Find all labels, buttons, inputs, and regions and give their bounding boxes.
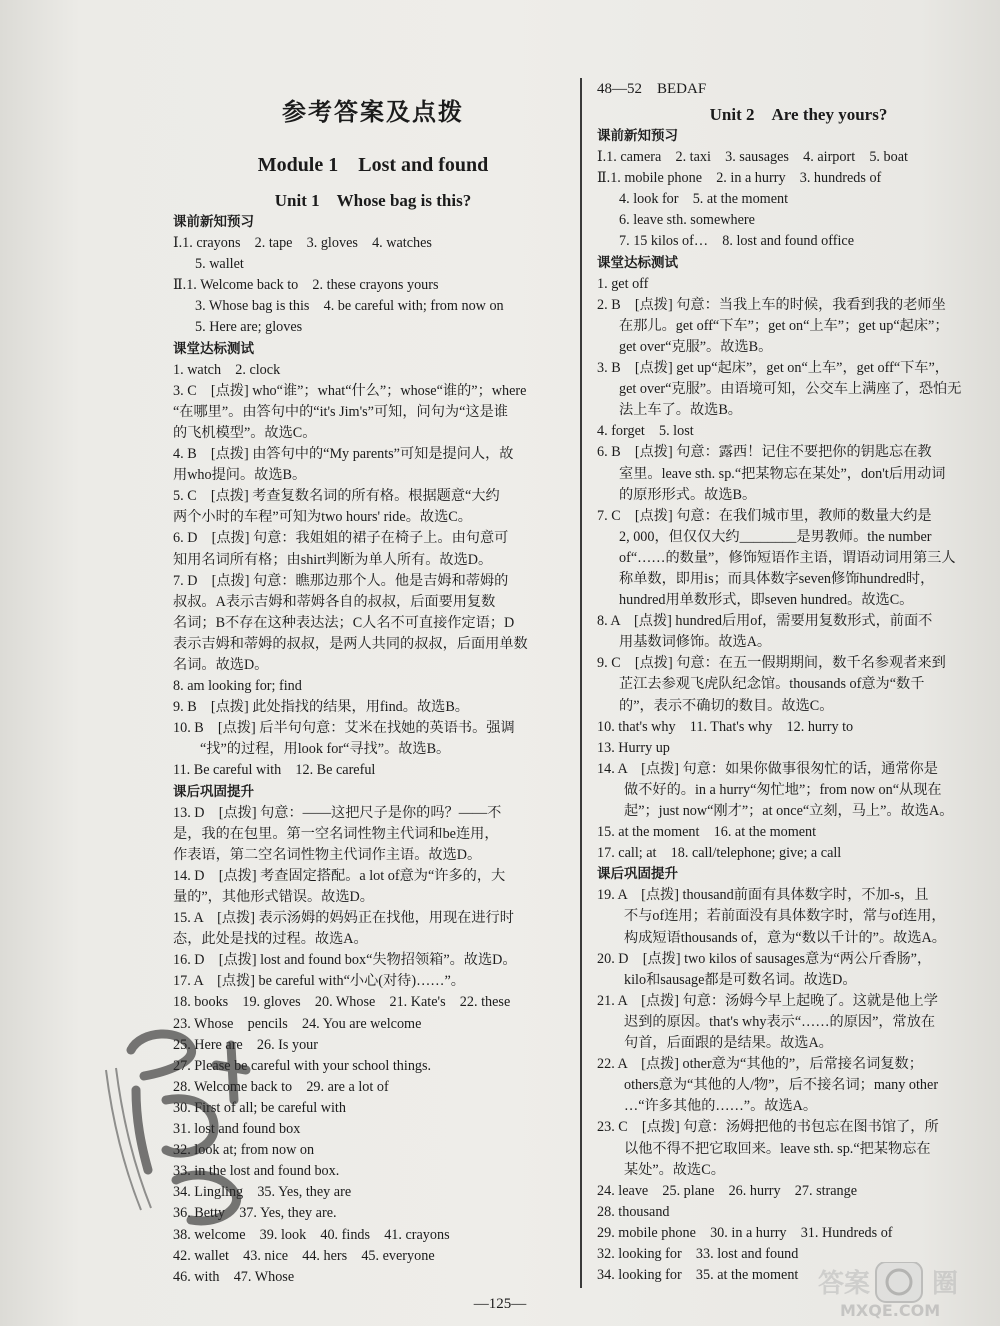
section-heading: 课前新知预习 bbox=[597, 128, 678, 144]
right-answer-line: 法上车了。故选B。 bbox=[619, 402, 742, 419]
right-answer-line: 17. call; at 18. call/telephone; give; a call bbox=[597, 845, 842, 862]
left-answer-line: 1. watch 2. clock bbox=[173, 361, 281, 378]
left-answer-line: 23. Whose pencils 24. You are welcome bbox=[173, 1015, 422, 1032]
left-answer-line: 作表语，第二空名词性物主代词作主语。故选D。 bbox=[173, 846, 482, 863]
right-answer-line: 28. thousand bbox=[597, 1203, 670, 1220]
left-answer-line: 5. C [点拨] 考查复数名词的所有格。根据题意“大约 bbox=[173, 488, 500, 505]
left-answer-line: 7. D [点拨] 句意：瞧那边那个人。他是吉姆和蒂姆的 bbox=[173, 572, 509, 589]
right-answer-line: 起”；just now“刚才”；at once“立刻，马上”。故选A。 bbox=[624, 803, 954, 819]
left-answer-line: 用who提问。故选B。 bbox=[173, 467, 307, 484]
right-answer-line: 1. get off bbox=[597, 275, 649, 292]
left-answer-line: 表示吉姆和蒂姆的叔叔，是两人共同的叔叔，后面用单数 bbox=[173, 635, 528, 652]
right-answer-line: 2, 000，但仅仅大约________是男教师。the number bbox=[619, 528, 932, 545]
left-answer-line: 8. am looking for; find bbox=[173, 678, 302, 695]
left-answer-line: 11. Be careful with 12. Be careful bbox=[173, 762, 376, 779]
left-answer-line: 叔叔。A表示吉姆和蒂姆各自的叔叔，后面要用复数 bbox=[173, 593, 496, 610]
continued-answers: 48—52 BEDAF bbox=[597, 81, 707, 97]
left-answer-line: 10. B [点拨] 后半句句意：艾米在找她的英语书。强调 bbox=[173, 720, 515, 737]
left-answer-line: “在哪里”。由答句中的“it's Jim's”可知，问句为“这是谁 bbox=[173, 403, 508, 420]
left-answer-line: 36. Betty 37. Yes, they are. bbox=[173, 1205, 337, 1222]
svg-text:答案: 答案 bbox=[818, 1269, 871, 1299]
left-answer-line: 5. Here are; gloves bbox=[195, 319, 303, 336]
left-answer-line: 是，我的在包里。第一空名词性物主代词和be连用， bbox=[173, 825, 499, 842]
right-answer-line: 构成短语thousands of，意为“数以千计的”。故选A。 bbox=[624, 929, 946, 946]
right-answer-line: 以他不得不把它取回来。leave sth. sp.“把某物忘在 bbox=[624, 1140, 931, 1157]
left-answer-line: 31. lost and found box bbox=[173, 1121, 301, 1138]
left-answer-line: 30. First of all; be careful with bbox=[173, 1099, 346, 1116]
unit-1-title: Unit 1 Whose bag is this? bbox=[274, 191, 472, 210]
right-answer-line: get over“克服”。故选B。 bbox=[619, 338, 773, 355]
right-answer-line: 的原形形式。故选B。 bbox=[619, 486, 757, 503]
column-divider bbox=[580, 78, 582, 1288]
right-answer-line: 7. C [点拨] 句意：在我们城市里，教师的数量大约是 bbox=[597, 507, 932, 524]
right-answer-line: 9. C [点拨] 句意：在五一假期期间，数千名参观者来到 bbox=[597, 655, 946, 672]
left-answer-line: 5. wallet bbox=[195, 256, 244, 273]
right-answer-line: …“许多其他的……”。故选A。 bbox=[624, 1098, 818, 1115]
right-answer-line: of“……的数量”，修饰短语作主语，谓语动词用第三人 bbox=[619, 549, 956, 566]
right-answer-line: 34. looking for 35. at the moment bbox=[597, 1267, 799, 1284]
right-answer-line: 的”，表示不确切的数目。故选C。 bbox=[619, 697, 834, 714]
section-heading: 课后巩固提升 bbox=[173, 783, 254, 800]
left-answer-line: 4. B [点拨] 由答句中的“My parents”可知是提问人，故 bbox=[173, 446, 514, 463]
right-answer-line: 4. look for 5. at the moment bbox=[619, 191, 789, 208]
right-answer-line: 7. 15 kilos of… 8. lost and found office bbox=[619, 233, 854, 250]
left-answer-line: 17. A [点拨] be careful with“小心(对待)……”。 bbox=[173, 973, 465, 990]
left-answer-line: 的飞机模型”。故选C。 bbox=[173, 424, 317, 441]
right-answer-line: kilo和sausage都是可数名词。故选D。 bbox=[624, 971, 857, 988]
right-answer-line: 24. leave 25. plane 26. hurry 27. strange bbox=[597, 1182, 858, 1199]
right-answer-line: 10. that's why 11. That's why 12. hurry to bbox=[597, 718, 854, 735]
unit-2-title: Unit 2 Are they yours? bbox=[709, 105, 888, 124]
right-answer-line: others意为“其他的人/物”，后不接名词；many other bbox=[624, 1077, 939, 1094]
right-answer-line: 13. Hurry up bbox=[597, 739, 670, 756]
right-answer-line: 称单数，即用is；而具体数字seven修饰hundred时， bbox=[619, 570, 935, 587]
left-answer-line: 13. D [点拨] 句意：——这把尺子是你的吗？——不 bbox=[173, 804, 502, 821]
left-answer-line: 33. in the lost and found box. bbox=[173, 1163, 340, 1180]
right-answer-line: 23. C [点拨] 句意：汤姆把他的书包忘在图书馆了，所 bbox=[597, 1119, 939, 1136]
right-answer-line: 2. B [点拨] 句意：当我上车的时候，我看到我的老师坐 bbox=[597, 296, 946, 313]
right-answer-line: 14. A [点拨] 句意：如果你做事很匆忙的话，通常你是 bbox=[597, 760, 938, 777]
right-answer-line: 做不好的。in a hurry“匆忙地”；from now on“从现在 bbox=[624, 781, 942, 798]
right-answer-line: 用基数词修饰。故选A。 bbox=[619, 634, 772, 651]
right-answer-lines bbox=[597, 126, 1000, 1286]
left-answer-line: 16. D [点拨] lost and found box“失物招领箱”。故选D。 bbox=[173, 952, 517, 969]
right-answer-line: 15. at the moment 16. at the moment bbox=[597, 824, 817, 841]
left-answer-line: 14. D [点拨] 考查固定搭配。a lot of意为“许多的，大 bbox=[173, 867, 506, 884]
page-title: 参考答案及点拨 bbox=[282, 97, 464, 126]
right-answer-line: Ⅰ.1. camera 2. taxi 3. sausages 4. airport 5. boat bbox=[597, 149, 908, 166]
left-answer-line: 量的”，其他形式错误。故选D。 bbox=[173, 889, 374, 905]
left-answer-line: 42. wallet 43. nice 44. hers 45. everyone bbox=[173, 1247, 435, 1264]
left-answer-line: 27. Please be careful with your school things. bbox=[173, 1057, 432, 1074]
section-heading: 课堂达标测试 bbox=[173, 340, 254, 357]
right-answer-line: 20. D [点拨] two kilos of sausages意为“两公斤香肠”， bbox=[597, 950, 932, 967]
section-heading: 课后巩固提升 bbox=[597, 866, 678, 883]
left-answer-line: 9. B [点拨] 此处指找的结果，用find。故选B。 bbox=[173, 699, 469, 716]
left-answer-line: 18. books 19. gloves 20. Whose 21. Kate's 22. these bbox=[173, 994, 511, 1011]
left-answer-line: 25. Here are 26. Is your bbox=[173, 1036, 318, 1053]
right-answer-line: 21. A [点拨] 句意：汤姆今早上起晚了。这就是他上学 bbox=[597, 992, 938, 1009]
left-answer-line: 态，此处是找的过程。故选A。 bbox=[173, 931, 368, 948]
left-answer-line: 46. with 47. Whose bbox=[173, 1268, 295, 1285]
right-answer-line: 不与of连用；若前面没有具体数字时，常与of连用， bbox=[624, 908, 946, 925]
right-answer-line: 芷江去参观飞虎队纪念馆。thousands of意为“数千 bbox=[619, 676, 925, 693]
left-answer-line: Ⅰ.1. crayons 2. tape 3. gloves 4. watches bbox=[173, 235, 432, 252]
right-answer-line: 6. leave sth. somewhere bbox=[619, 212, 755, 229]
left-answer-line: 两个小时的车程”可知为two hours' ride。故选C。 bbox=[173, 509, 472, 526]
left-answer-line: 6. D [点拨] 句意：我姐姐的裙子在椅子上。由句意可 bbox=[173, 530, 509, 547]
right-answer-line: 8. A [点拨] hundred后用of，需要用复数形式，前面不 bbox=[597, 613, 933, 630]
section-heading: 课堂达标测试 bbox=[597, 254, 678, 271]
right-answer-line: hundred用单数形式，即seven hundred。故选C。 bbox=[619, 592, 914, 609]
page-number: —125— bbox=[473, 1296, 527, 1312]
right-answer-line: 4. forget 5. lost bbox=[597, 423, 694, 440]
handwritten-stamp bbox=[96, 1010, 276, 1240]
left-answer-line: 3. C [点拨] who“谁”；what“什么”；whose“谁的”；where bbox=[173, 382, 527, 399]
left-answer-line: “找”的过程，用look for“寻找”。故选B。 bbox=[200, 741, 451, 758]
svg-text:MXQE.COM: MXQE.COM bbox=[840, 1301, 941, 1320]
right-answer-line: 29. mobile phone 30. in a hurry 31. Hundreds of bbox=[597, 1224, 893, 1241]
right-answer-line: 句首，后面跟的是结果。故选A。 bbox=[624, 1035, 833, 1052]
right-answer-line: 3. B [点拨] get up“起床”，get on“上车”，get off“下车”， bbox=[597, 360, 949, 377]
right-answer-line: 迟到的原因。that's why表示“……的原因”，常放在 bbox=[624, 1013, 936, 1030]
right-answer-line: get over“克服”。由语境可知，公交车上满座了，恐怕无 bbox=[619, 381, 962, 398]
left-answer-line: 38. welcome 39. look 40. finds 41. crayons bbox=[173, 1226, 450, 1243]
right-answer-line: 19. A [点拨] thousand前面有具体数字时，不加-s，且 bbox=[597, 887, 929, 904]
right-answer-line: 在那儿。get off“下车”；get on“上车”；get up“起床”； bbox=[619, 317, 949, 334]
left-answer-line: 28. Welcome back to 29. are a lot of bbox=[173, 1078, 389, 1095]
left-answer-line: 34. Lingling 35. Yes, they are bbox=[173, 1184, 352, 1201]
left-answer-line: 知用名词所有格；由shirt判断为单人所有。故选D。 bbox=[173, 551, 493, 568]
right-answer-line: Ⅱ.1. mobile phone 2. in a hurry 3. hundreds of bbox=[597, 170, 882, 187]
right-answer-line: 22. A [点拨] other意为“其他的”，后常接名词复数； bbox=[597, 1056, 923, 1073]
left-answer-line: 名词。故选D。 bbox=[173, 656, 269, 673]
left-answer-line: 32. look at; from now on bbox=[173, 1142, 315, 1159]
left-answer-line: 15. A [点拨] 表示汤姆的妈妈正在找他，用现在进行时 bbox=[173, 910, 514, 927]
left-answer-line: Ⅱ.1. Welcome back to 2. these crayons yours bbox=[173, 277, 439, 294]
section-heading: 课前新知预习 bbox=[173, 214, 254, 230]
module-title: Module 1 Lost and found bbox=[257, 154, 489, 176]
watermark-logo bbox=[810, 1262, 986, 1320]
right-answer-line: 某处”。故选C。 bbox=[624, 1161, 725, 1178]
right-answer-line: 32. looking for 33. lost and found bbox=[597, 1245, 799, 1262]
left-answer-line: 3. Whose bag is this 4. be careful with; from now on bbox=[195, 298, 504, 315]
svg-text:圈: 圈 bbox=[932, 1269, 959, 1299]
left-answer-line: 名词；B不存在这种表达法；C人名不可直接作定语；D bbox=[173, 614, 515, 631]
right-answer-line: 室里。leave sth. sp.“把某物忘在某处”，don't后用动词 bbox=[619, 465, 946, 482]
right-answer-line: 6. B [点拨] 句意：露西！记住不要把你的钥匙忘在教 bbox=[597, 444, 932, 461]
